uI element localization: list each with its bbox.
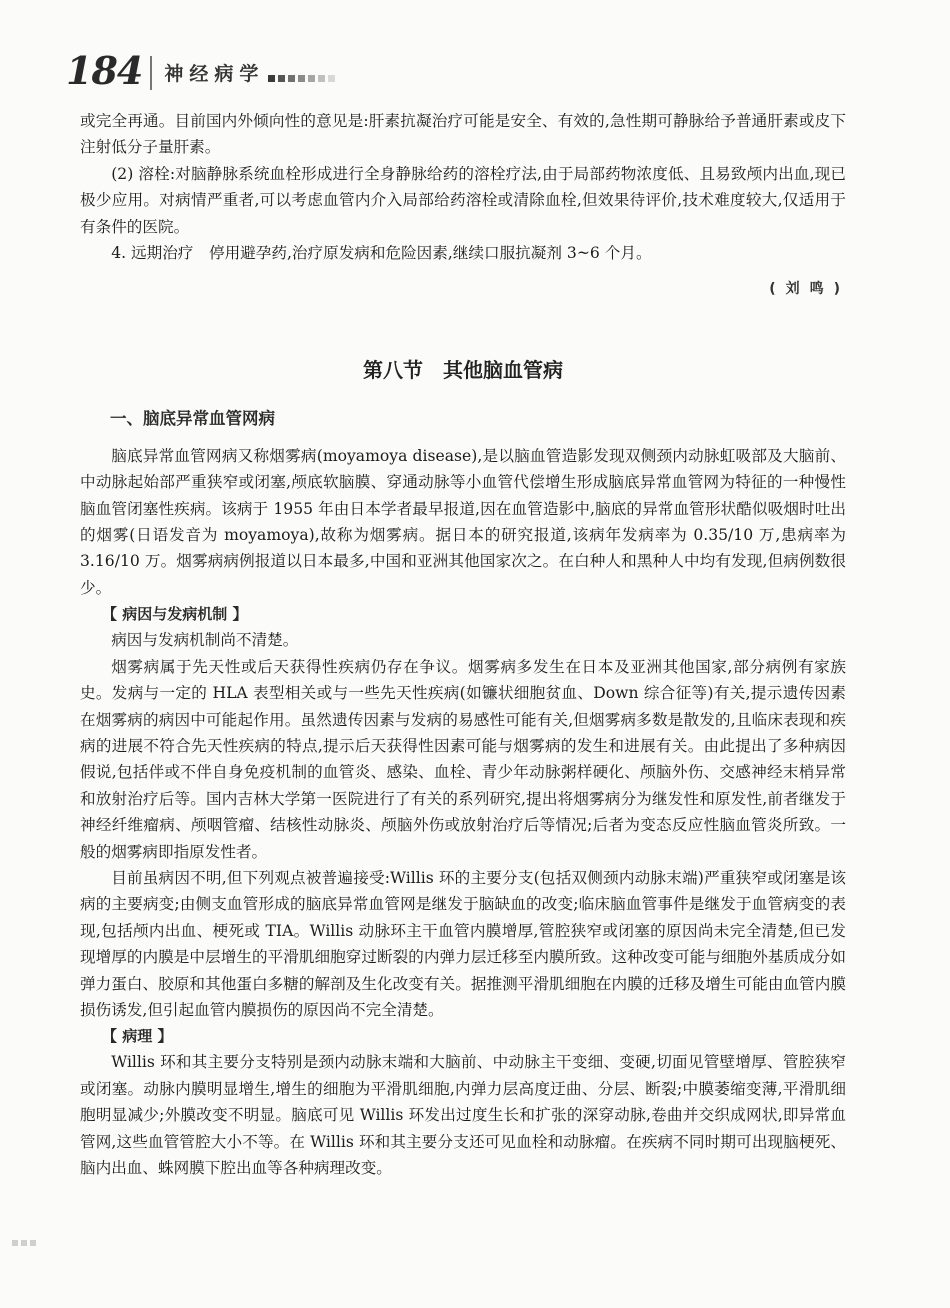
header-divider [150, 56, 152, 90]
page-content [80, 108, 850, 1181]
subsection-title: 一、脑底异常血管网病 [110, 408, 275, 428]
paragraph: 病因与发病机制尚不清楚。 [111, 631, 299, 650]
paragraph: 脑底异常血管网病又称烟雾病(moyamoya disease),是以脑血管造影发现双侧颈内动脉虹吸部及大脑前、中动脉起始部严重狭窄或闭塞,颅底软脑膜、穿通动脉等小血管代偿增生形成脑底异常血管网为特征的一种慢性脑血管闭塞性疾病。该病于 1955 年由日本学者最早报道,因在血管造影中,脑底的异常血管形状酷似吸烟时吐出的烟雾(日语发音为 moyamoya),故称为烟雾病。据日本的研究报道,该病年发病率为 0.35/10 万,患病率为 3.16/10 万。烟雾病病例报道以日本最多,中国和亚洲其他国家次之。在白种人和黑种人中均有发现,但病例数很少。 [80, 446, 846, 597]
header-square [298, 75, 305, 82]
paragraph: 4. 远期治疗 停用避孕药,治疗原发病和危险因素,继续口服抗凝剂 3~6 个月。 [111, 244, 652, 263]
section-title: 第八节 其他脑血管病 [363, 357, 563, 382]
book-title: 神经病学 [164, 63, 265, 85]
paragraph: 烟雾病属于先天性或后天获得性疾病仍存在争议。烟雾病多发生在日本及亚洲其他国家,部分病例有家族史。发病与一定的 HLA 表型相关或与一些先天性疾病(如镰状细胞贫血、Down 综合征等)有关,提示遗传因素在烟雾病的病因中可能起作用。虽然遗传因素与发病的易感性可能有关,但烟雾病多数是散发的,且临床表现和疾病的进展不符合先天性疾病的特点,提示后天获得性因素可能与烟雾病的发生和进展有关。由此提出了多种病因假说,包括伴或不伴自身免疫机制的血管炎、感染、血栓、青少年动脉粥样硬化、颅脑外伤、交感神经末梢异常和放射治疗后等。国内吉林大学第一医院进行了有关的系列研究,提出将烟雾病分为继发性和原发性,前者继发于神经纤维瘤病、颅咽管瘤、结核性动脉炎、颅脑外伤或放射治疗后等情况;后者为变态反应性脑血管炎所致。一般的烟雾病即指原发性者。 [80, 657, 846, 861]
etiology-heading: 【 病因与发病机制 】 [102, 605, 248, 624]
header-square [278, 75, 285, 82]
paragraph: 目前虽病因不明,但下列观点被普遍接受:Willis 环的主要分支(包括双侧颈内动脉末端)严重狭窄或闭塞是该病的主要病变;由侧支血管形成的脑底异常血管网是继发于脑缺血的改变;临床脑血管事件是继发于血管病变的表现,包括颅内出血、梗死或 TIA。Willis 动脉环主干血管内膜增厚,管腔狭窄或闭塞的原因尚未完全清楚,但已发现增厚的内膜是中层增生的平滑肌细胞穿过断裂的内弹力层迁移至内膜所致。这种改变可能与细胞外基质成分如弹力蛋白、胶原和其他蛋白多糖的解剖及生化改变有关。据推测平滑肌细胞在内膜的迁移及增生可能由血管内膜损伤诱发,但引起血管内膜损伤的原因尚不完全清楚。 [80, 868, 846, 1019]
page-number: 184 [66, 48, 143, 93]
header-square [268, 75, 275, 82]
pathology-heading: 【 病理 】 [102, 1027, 173, 1046]
author-signature: (刘鸣) [769, 281, 850, 298]
corner-square [21, 1240, 27, 1246]
header-square [318, 75, 325, 82]
header-square [328, 75, 335, 82]
corner-square [30, 1240, 36, 1246]
paragraph: 或完全再通。目前国内外倾向性的意见是:肝素抗凝治疗可能是安全、有效的,急性期可静脉给予普通肝素或皮下注射低分子量肝素。 [80, 112, 846, 157]
header-decoration [268, 75, 335, 82]
paragraph: (2) 溶栓:对脑静脉系统血栓形成进行全身静脉给药的溶栓疗法,由于局部药物浓度低、且易致颅内出血,现已极少应用。对病情严重者,可以考虑血管内介入局部给药溶栓或清除血栓,但效果待评价,技术难度较大,仅适用于有条件的医院。 [80, 164, 846, 236]
corner-square [12, 1240, 18, 1246]
header-square [288, 75, 295, 82]
page-header [66, 48, 335, 93]
header-square [308, 75, 315, 82]
paragraph: Willis 环和其主要分支特别是颈内动脉末端和大脑前、中动脉主干变细、变硬,切面见管壁增厚、管腔狭窄或闭塞。动脉内膜明显增生,增生的细胞为平滑肌细胞,内弹力层高度迂曲、分层、断裂;中膜萎缩变薄,平滑肌细胞明显减少;外膜改变不明显。脑底可见 Willis 环发出过度生长和扩张的深穿动脉,卷曲并交织成网状,即异常血管网,这些血管管腔大小不等。在 Willis 环和其主要分支还可见血栓和动脉瘤。在疾病不同时期可出现脑梗死、脑内出血、蛛网膜下腔出血等各种病理改变。 [80, 1053, 846, 1177]
corner-decoration [12, 1240, 36, 1246]
